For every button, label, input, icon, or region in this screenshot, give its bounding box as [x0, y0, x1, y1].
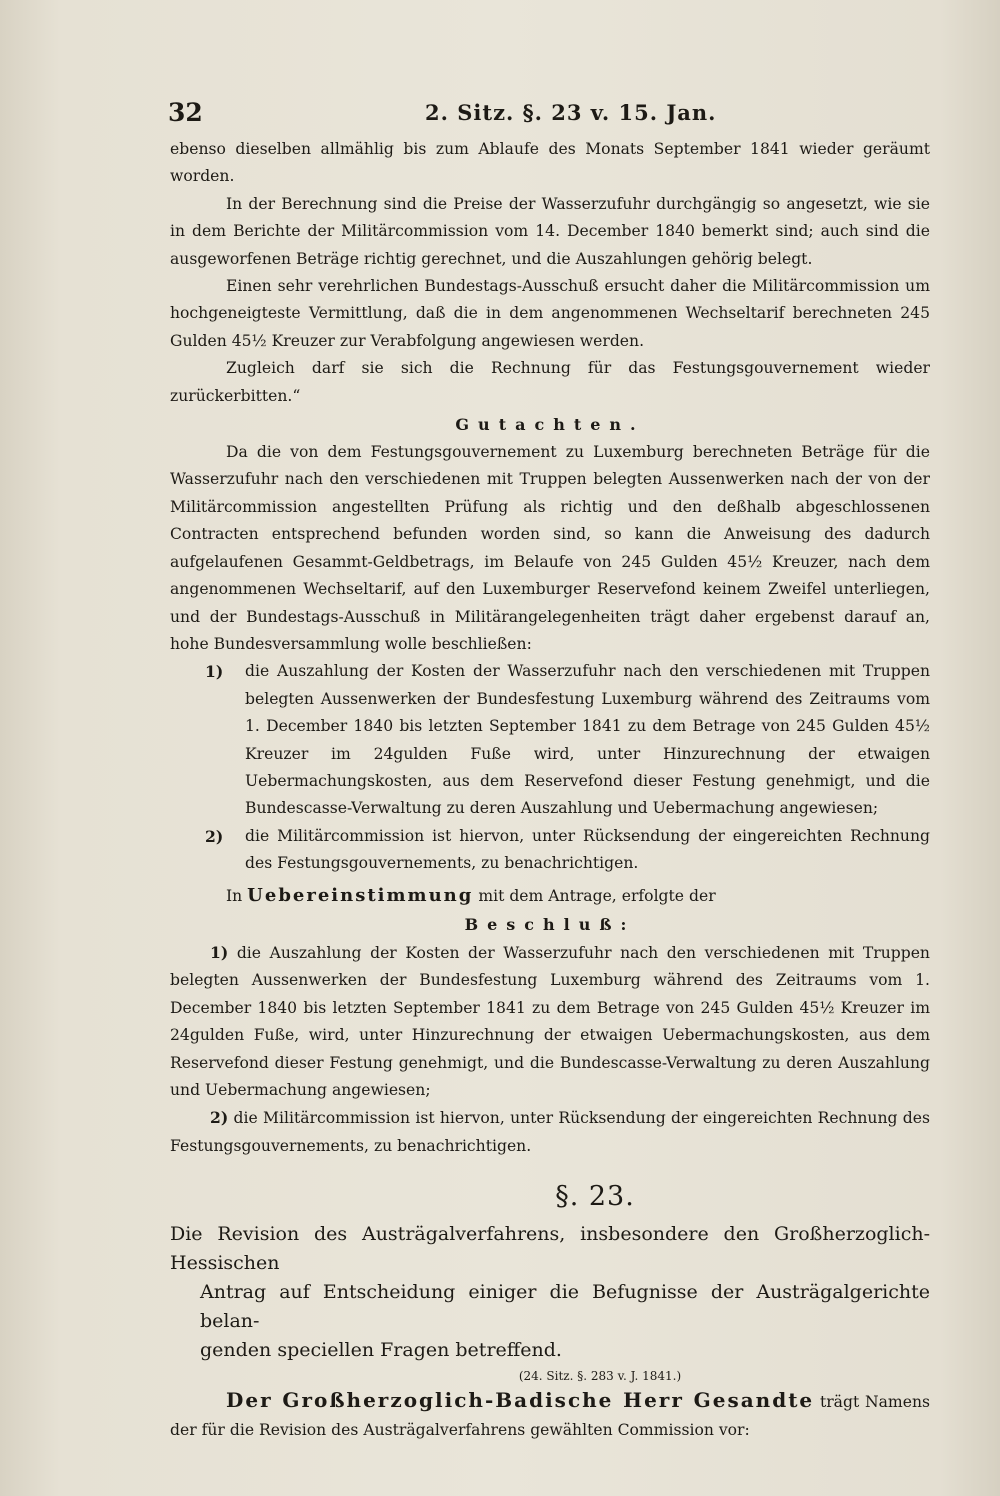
list-item-text: die Auszahlung der Kosten der Wasserzufuhr nach den verschiedenen mit Truppen belegten Aussenwerken der Bundesfestung Luxemburg während des Zeitraums vom 1. December 1840 bis letzten September 1841 zu dem Betrage von 245 Gulden 45½ Kreuzer im 24gulden Fuße wird, unter Hinzurechnung der etwaigen Uebermachungskosten, aus dem Reservefond dieser Festung genehmigt, und die Bundescasse-Verwaltung zu deren Auszahlung und Uebermachung angewiesen; [245, 662, 930, 818]
agreement-suffix: mit dem Antrage, erfolgte der [478, 886, 716, 905]
list-item [170, 939, 930, 1104]
paragraph-continuation: ebenso dieselben allmählig bis zum Ablaufe des Monats September 1841 wieder geräumt worden. [170, 140, 930, 186]
list-item [170, 1104, 930, 1160]
page-number: 32 [168, 98, 203, 127]
closing-paragraph [170, 1387, 930, 1444]
paragraph-request: Einen sehr verehrlichen Bundestags-Ausschuß ersucht daher die Militärcommission um hochgeneigteste Vermittlung, daß die in dem angenommenen Wechseltarif berechneten 245 Gulden 45½ Kreuzer zur Verabfolgung angewiesen werden. [170, 277, 930, 350]
list-item-number: 1) [205, 662, 224, 682]
list-item-text: die Militärcommission ist hiervon, unter Rücksendung der eingereichten Rechnung des Festungsgouvernements, zu benachrichtigen. [245, 826, 930, 873]
paragraph-calculation: In der Berechnung sind die Preise der Wasserzufuhr durchgängig so angesetzt, wie sie in dem Berichte der Militärcommission vom 14. December 1840 bemerkt sind; auch sind die ausgeworfenen Beträge richtig gerechnet, und die Auszahlungen gehörig belegt. [170, 194, 930, 268]
section-number: §. 23. [555, 1181, 635, 1213]
section-title-line: genden speciellen Fragen betreffend. [200, 1339, 562, 1362]
closing-lead: Der Großherzoglich-Badische Herr Gesandte [226, 1388, 815, 1413]
closing-rest: trägt Namens der für die Revision des Austrägalverfahrens gewählten Commission vor: [170, 1393, 930, 1439]
list-item-text: die Militärcommission ist hiervon, unter Rücksendung der eingereichten Rechnung des Festungsgouvernements, zu benachrichtigen. [170, 1109, 930, 1155]
page-body [170, 136, 930, 1444]
list-item [170, 823, 930, 878]
list-item-number: 2) [210, 1108, 229, 1128]
running-title: 2. Sitz. §. 23 v. 15. Jan. [425, 100, 717, 125]
page-header [0, 98, 1000, 138]
list-item [170, 658, 930, 822]
section-title [170, 1220, 930, 1365]
list-item-text: die Auszahlung der Kosten der Wasserzufuhr nach den verschiedenen mit Truppen belegten Aussenwerken der Bundesfestung Luxemburg während des Zeitraums vom 1. December 1840 bis letzten September 1841 zu dem Betrage von 245 Gulden 45½ Kreuzer im 24gulden Fuße, wird, unter Hinzurechnung der etwaigen Uebermachungskosten, aus dem Reservefond dieser Festung genehmigt, und die Bundescasse-Verwaltung zu deren Auszahlung und Uebermachung angewiesen; [170, 943, 930, 1099]
paragraph-return: Zugleich darf sie sich die Rechnung für das Festungsgouvernement wieder zurückerbitten.“ [170, 359, 930, 405]
list-item-number: 1) [210, 942, 229, 962]
gutachten-heading: Gutachten. [455, 415, 645, 435]
section-title-line: Antrag auf Entscheidung einiger die Befugnisse der Austrägalgerichte belan- [200, 1281, 930, 1333]
agreement-line [170, 882, 930, 910]
beschluss-heading: Beschluß: [464, 914, 636, 934]
agreement-prefix: In [226, 886, 243, 905]
list-item-number: 2) [205, 826, 224, 846]
resolution-list [170, 939, 930, 1160]
proposal-list [170, 658, 930, 877]
section-reference: (24. Sitz. §. 283 v. J. 1841.) [518, 1369, 682, 1384]
section-title-line: Die Revision des Austrägalverfahrens, insbesondere den Großherzoglich-Hessischen [170, 1223, 930, 1275]
agreement-emphasis: Uebereinstimmung [247, 884, 474, 906]
paragraph-opinion: Da die von dem Festungsgouvernement zu Luxemburg berechneten Beträge für die Wasserzufuhr nach den verschiedenen mit Truppen belegten Aussenwerken nach der von der Militärcommission angestellten Prüfung als richtig und den deßhalb abgeschlossenen Contracten entsprechend befunden worden sind, so kann die Anweisung des dadurch aufgelaufenen Gesammt-Geldbetrags, im Belaufe von 245 Gulden 45½ Kreuzer, nach dem angenommenen Wechseltarif, auf den Luxemburger Reservefond keinem Zweifel unterliegen, und der Bundestags-Ausschuß in Militärangelegenheiten trägt daher ergebenst darauf an, hohe Bundesversammlung wolle beschließen: [170, 443, 930, 653]
